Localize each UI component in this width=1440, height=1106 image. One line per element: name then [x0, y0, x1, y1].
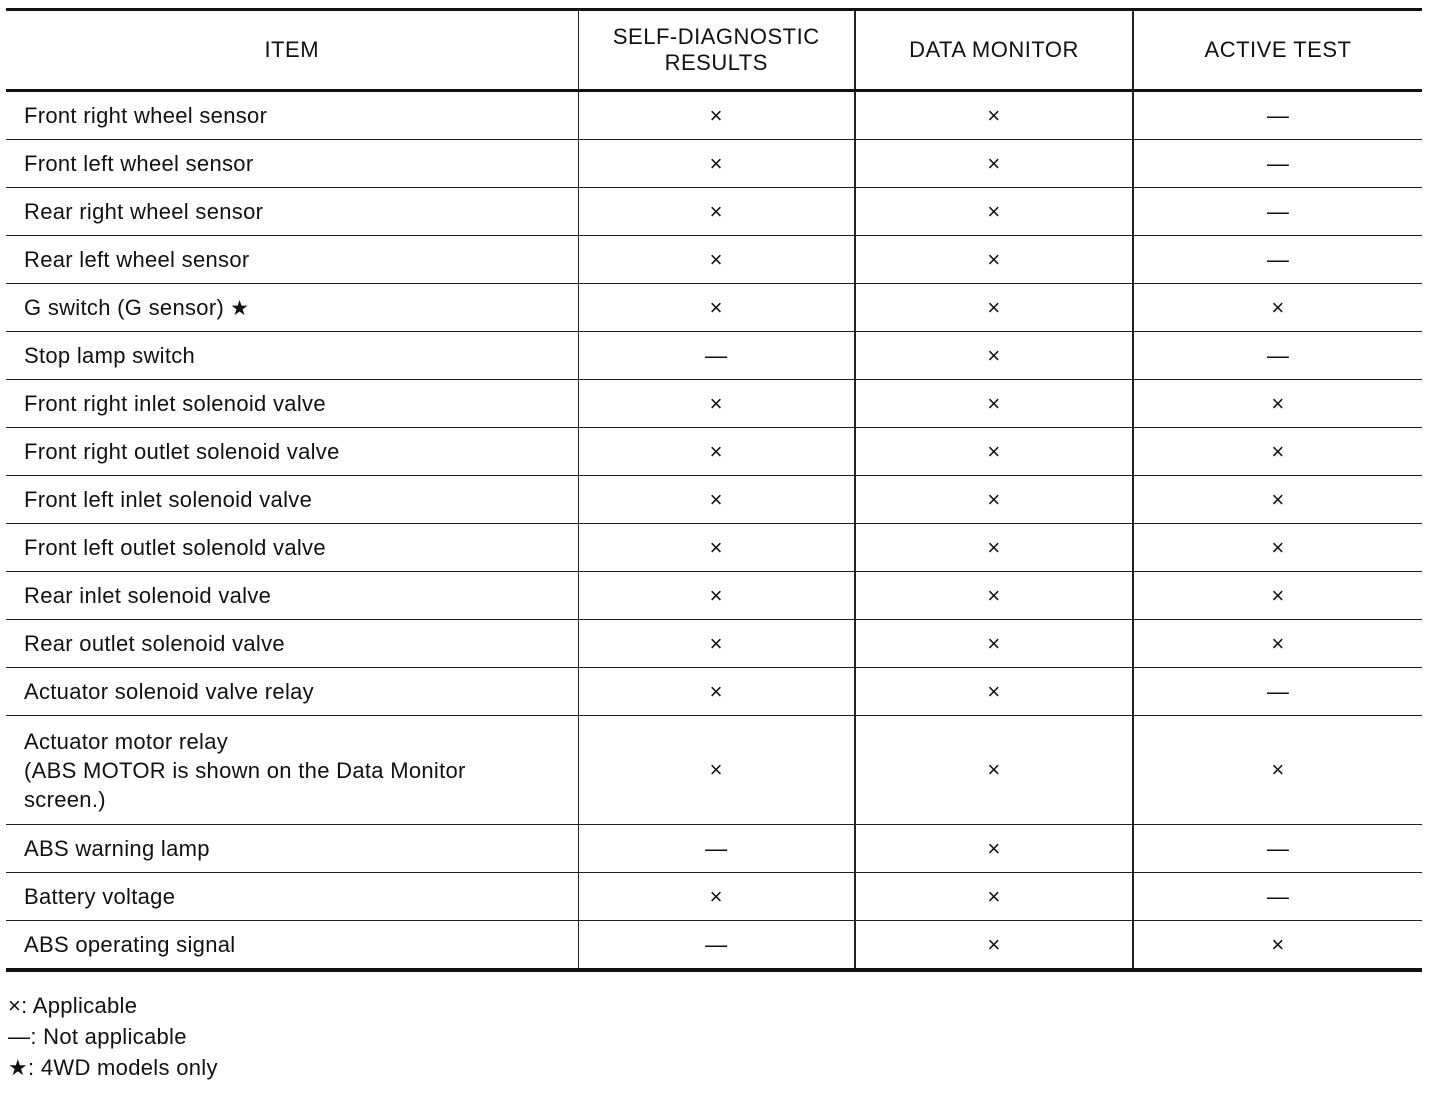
item-cell — [6, 91, 578, 140]
item-name: Battery voltage — [24, 884, 176, 909]
item-cell — [6, 284, 578, 332]
item-name: Front left outlet solenold valve — [24, 535, 326, 560]
header-data-monitor: DATA MONITOR — [855, 10, 1133, 91]
item-cell — [6, 236, 578, 284]
data-monitor-cell: × — [855, 236, 1133, 284]
legend-item-not-applicable — [8, 1021, 218, 1052]
data-monitor-cell: × — [855, 572, 1133, 620]
item-cell — [6, 476, 578, 524]
item-cell — [6, 332, 578, 380]
item-cell — [6, 428, 578, 476]
self-diagnostic-cell: × — [578, 188, 855, 236]
item-name: Actuator motor relay (ABS MOTOR is shown on the Data Monitor screen.) — [24, 728, 466, 812]
item-name: Rear left wheel sensor — [24, 247, 250, 272]
table-row — [6, 380, 1422, 428]
data-monitor-cell: × — [855, 476, 1133, 524]
active-test-cell: × — [1133, 476, 1422, 524]
header-self-diagnostic-results: SELF-DIAGNOSTIC RESULTS — [578, 10, 855, 91]
item-name: Actuator solenoid valve relay — [24, 679, 314, 704]
table-row — [6, 428, 1422, 476]
table-row — [6, 524, 1422, 572]
data-monitor-cell: × — [855, 825, 1133, 873]
table-row — [6, 668, 1422, 716]
item-name: ABS operating signal — [24, 932, 236, 957]
data-monitor-cell: × — [855, 188, 1133, 236]
item-name: Rear inlet solenoid valve — [24, 583, 272, 608]
item-name: Front left inlet solenoid valve — [24, 487, 313, 512]
self-diagnostic-cell: × — [578, 236, 855, 284]
table-row — [6, 188, 1422, 236]
item-name: ABS warning lamp — [24, 836, 210, 861]
active-test-cell: × — [1133, 921, 1422, 971]
table-row — [6, 332, 1422, 380]
legend-text: : Applicable — [21, 993, 138, 1018]
header-active-test: ACTIVE TEST — [1133, 10, 1422, 91]
self-diagnostic-cell: — — [578, 825, 855, 873]
not-applicable-symbol: — — [8, 1024, 31, 1049]
data-monitor-cell: × — [855, 620, 1133, 668]
active-test-cell: — — [1133, 91, 1422, 140]
table-row — [6, 284, 1422, 332]
item-cell — [6, 140, 578, 188]
item-cell — [6, 188, 578, 236]
applicable-symbol: × — [8, 993, 22, 1018]
table-row — [6, 476, 1422, 524]
data-monitor-cell: × — [855, 332, 1133, 380]
active-test-cell: × — [1133, 572, 1422, 620]
active-test-cell: — — [1133, 873, 1422, 921]
diagnostic-item-table-container — [6, 8, 1422, 972]
self-diagnostic-cell: × — [578, 572, 855, 620]
self-diagnostic-cell: × — [578, 428, 855, 476]
item-cell — [6, 620, 578, 668]
legend-text: : Not applicable — [30, 1024, 187, 1049]
self-diagnostic-cell: — — [578, 921, 855, 971]
data-monitor-cell: × — [855, 380, 1133, 428]
self-diagnostic-cell: × — [578, 284, 855, 332]
table-row — [6, 873, 1422, 921]
item-name: Front right wheel sensor — [24, 103, 268, 128]
item-name: Front right outlet solenoid valve — [24, 439, 340, 464]
item-cell — [6, 825, 578, 873]
data-monitor-cell: × — [855, 921, 1133, 971]
data-monitor-cell: × — [855, 873, 1133, 921]
self-diagnostic-cell: × — [578, 873, 855, 921]
self-diagnostic-cell: × — [578, 380, 855, 428]
item-name: Rear right wheel sensor — [24, 199, 264, 224]
self-diagnostic-cell: × — [578, 140, 855, 188]
item-name: Stop lamp switch — [24, 343, 196, 368]
self-diagnostic-cell: × — [578, 620, 855, 668]
item-cell — [6, 380, 578, 428]
item-cell — [6, 716, 578, 825]
active-test-cell: — — [1133, 188, 1422, 236]
data-monitor-cell: × — [855, 428, 1133, 476]
data-monitor-cell: × — [855, 284, 1133, 332]
data-monitor-cell: × — [855, 668, 1133, 716]
table-row — [6, 91, 1422, 140]
item-cell — [6, 572, 578, 620]
item-name: G switch (G sensor) — [24, 294, 225, 320]
active-test-cell: — — [1133, 332, 1422, 380]
active-test-cell: × — [1133, 716, 1422, 825]
legend — [8, 990, 218, 1083]
star-icon: ★ — [230, 296, 250, 320]
active-test-cell: — — [1133, 236, 1422, 284]
item-cell — [6, 921, 578, 971]
data-monitor-cell: × — [855, 716, 1133, 825]
item-cell — [6, 668, 578, 716]
table-row — [6, 825, 1422, 873]
self-diagnostic-cell: × — [578, 91, 855, 140]
table-body — [6, 91, 1422, 971]
item-cell — [6, 873, 578, 921]
active-test-cell: — — [1133, 825, 1422, 873]
item-name: Rear outlet solenoid valve — [24, 631, 285, 656]
self-diagnostic-cell: × — [578, 524, 855, 572]
active-test-cell: — — [1133, 140, 1422, 188]
active-test-cell: × — [1133, 380, 1422, 428]
header-item: ITEM — [6, 10, 578, 91]
self-diagnostic-cell: × — [578, 476, 855, 524]
active-test-cell: — — [1133, 668, 1422, 716]
legend-item-4wd-only — [8, 1052, 218, 1083]
table-row — [6, 921, 1422, 971]
item-cell — [6, 524, 578, 572]
self-diagnostic-cell: × — [578, 668, 855, 716]
legend-item-applicable — [8, 990, 218, 1021]
item-name: Front left wheel sensor — [24, 151, 254, 176]
item-name: Front right inlet solenoid valve — [24, 391, 326, 416]
active-test-cell: × — [1133, 524, 1422, 572]
data-monitor-cell: × — [855, 91, 1133, 140]
data-monitor-cell: × — [855, 524, 1133, 572]
self-diagnostic-cell: × — [578, 716, 855, 825]
table-row — [6, 140, 1422, 188]
data-monitor-cell: × — [855, 140, 1133, 188]
table-row — [6, 620, 1422, 668]
table-row — [6, 716, 1422, 825]
table-row — [6, 572, 1422, 620]
active-test-cell: × — [1133, 284, 1422, 332]
active-test-cell: × — [1133, 620, 1422, 668]
legend-text: : 4WD models only — [28, 1055, 218, 1080]
active-test-cell: × — [1133, 428, 1422, 476]
table-header-row — [6, 10, 1422, 91]
table-row — [6, 236, 1422, 284]
self-diagnostic-cell: — — [578, 332, 855, 380]
diagnostic-item-table — [6, 8, 1422, 972]
star-icon: ★ — [8, 1055, 29, 1080]
